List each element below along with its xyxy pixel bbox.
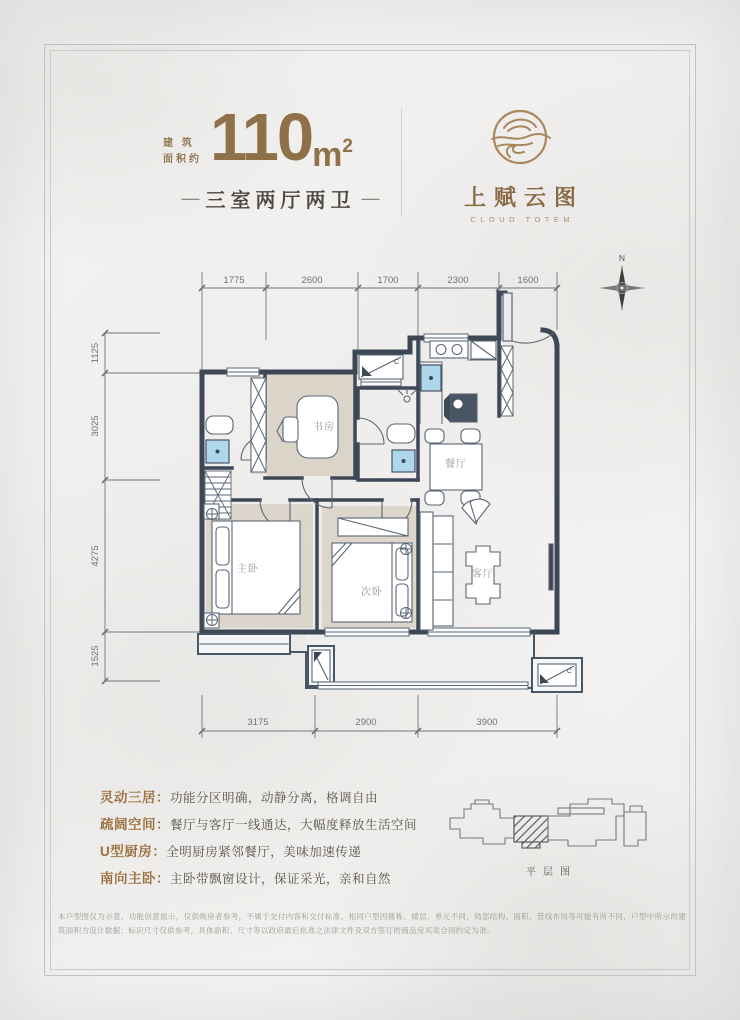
disclaimer-text: 本户型图仅为示意，功能创意展示，仅供购房者参考，不属于交付内容和交付标准。相同户型因楼栋、楼层、单元不同，局部结构、面积、管线布局等可能有所不同，户型中所示的建筑面积为设计数据；标识尺寸仅供参考，具体面积、尺寸等以政府最后批准之法律文件及双方签订的商品房买卖合同约定为准。 <box>58 912 686 935</box>
svg-text:N: N <box>618 253 626 263</box>
feature-desc: 功能分区明确，动静分离，格调自由 <box>170 791 379 805</box>
cloud-emblem-icon <box>484 104 556 172</box>
svg-text:3025: 3025 <box>90 415 101 437</box>
feature-title: 南向主卧： <box>100 871 170 886</box>
layout-subtitle <box>163 184 398 213</box>
svg-text:4275: 4275 <box>90 545 101 567</box>
brand-name-en: CLOUD TOTEM <box>470 215 575 224</box>
room-label-master: 主卧 <box>237 564 259 575</box>
subtitle-dash-right: — <box>361 188 380 208</box>
feature-item-2 <box>100 813 450 833</box>
feature-title: 灵动三居： <box>100 790 170 805</box>
feature-item-4 <box>100 867 450 887</box>
area-value: 110 <box>210 100 313 175</box>
svg-text:3175: 3175 <box>247 717 269 728</box>
svg-text:1775: 1775 <box>223 275 245 286</box>
svg-text:C: C <box>567 668 572 675</box>
feature-desc: 主卧带飘窗设计，保证采光，亲和自然 <box>170 872 392 886</box>
area-unit: $m^2$ <box>312 136 353 174</box>
feature-item-3 <box>100 840 450 860</box>
feature-title: 疏阔空间： <box>100 817 170 832</box>
svg-text:2300: 2300 <box>447 275 469 286</box>
feature-desc: 全明厨房紧邻餐厅，美味加速传递 <box>166 845 362 859</box>
subtitle-dash-left: — <box>181 188 200 208</box>
area-prefix-label: 建 筑 面积约 <box>163 138 202 165</box>
brand-logo <box>430 104 610 224</box>
header-divider <box>401 108 402 216</box>
locator-caption: 平层图 <box>526 867 577 878</box>
svg-text:2600: 2600 <box>301 275 323 286</box>
room-label-dining: 餐厅 <box>445 459 467 470</box>
room-label-study: 书房 <box>313 422 335 433</box>
brand-name-cn: 上赋云图 <box>463 185 584 211</box>
svg-text:C: C <box>394 359 400 366</box>
feature-desc: 餐厅与客厅一线通达，大幅度释放生活空间 <box>170 818 418 832</box>
svg-text:2900: 2900 <box>355 717 377 728</box>
area-header <box>163 100 398 213</box>
building-outline-diagram <box>446 792 651 854</box>
svg-text:1700: 1700 <box>377 275 399 286</box>
svg-text:1525: 1525 <box>90 645 101 667</box>
subtitle-text: 三室两厅两卫 <box>205 190 356 212</box>
floor-locator <box>443 792 653 878</box>
svg-text:1125: 1125 <box>90 342 101 364</box>
feature-title: U型厨房： <box>100 844 167 859</box>
feature-list <box>100 786 450 894</box>
compass-icon <box>600 253 644 310</box>
feature-item-1 <box>100 786 450 806</box>
room-label-living: 客厅 <box>472 569 494 580</box>
room-label-second: 次卧 <box>361 587 383 598</box>
floorplan-svg <box>90 245 650 745</box>
svg-text:1600: 1600 <box>517 275 539 286</box>
svg-text:3900: 3900 <box>476 717 498 728</box>
